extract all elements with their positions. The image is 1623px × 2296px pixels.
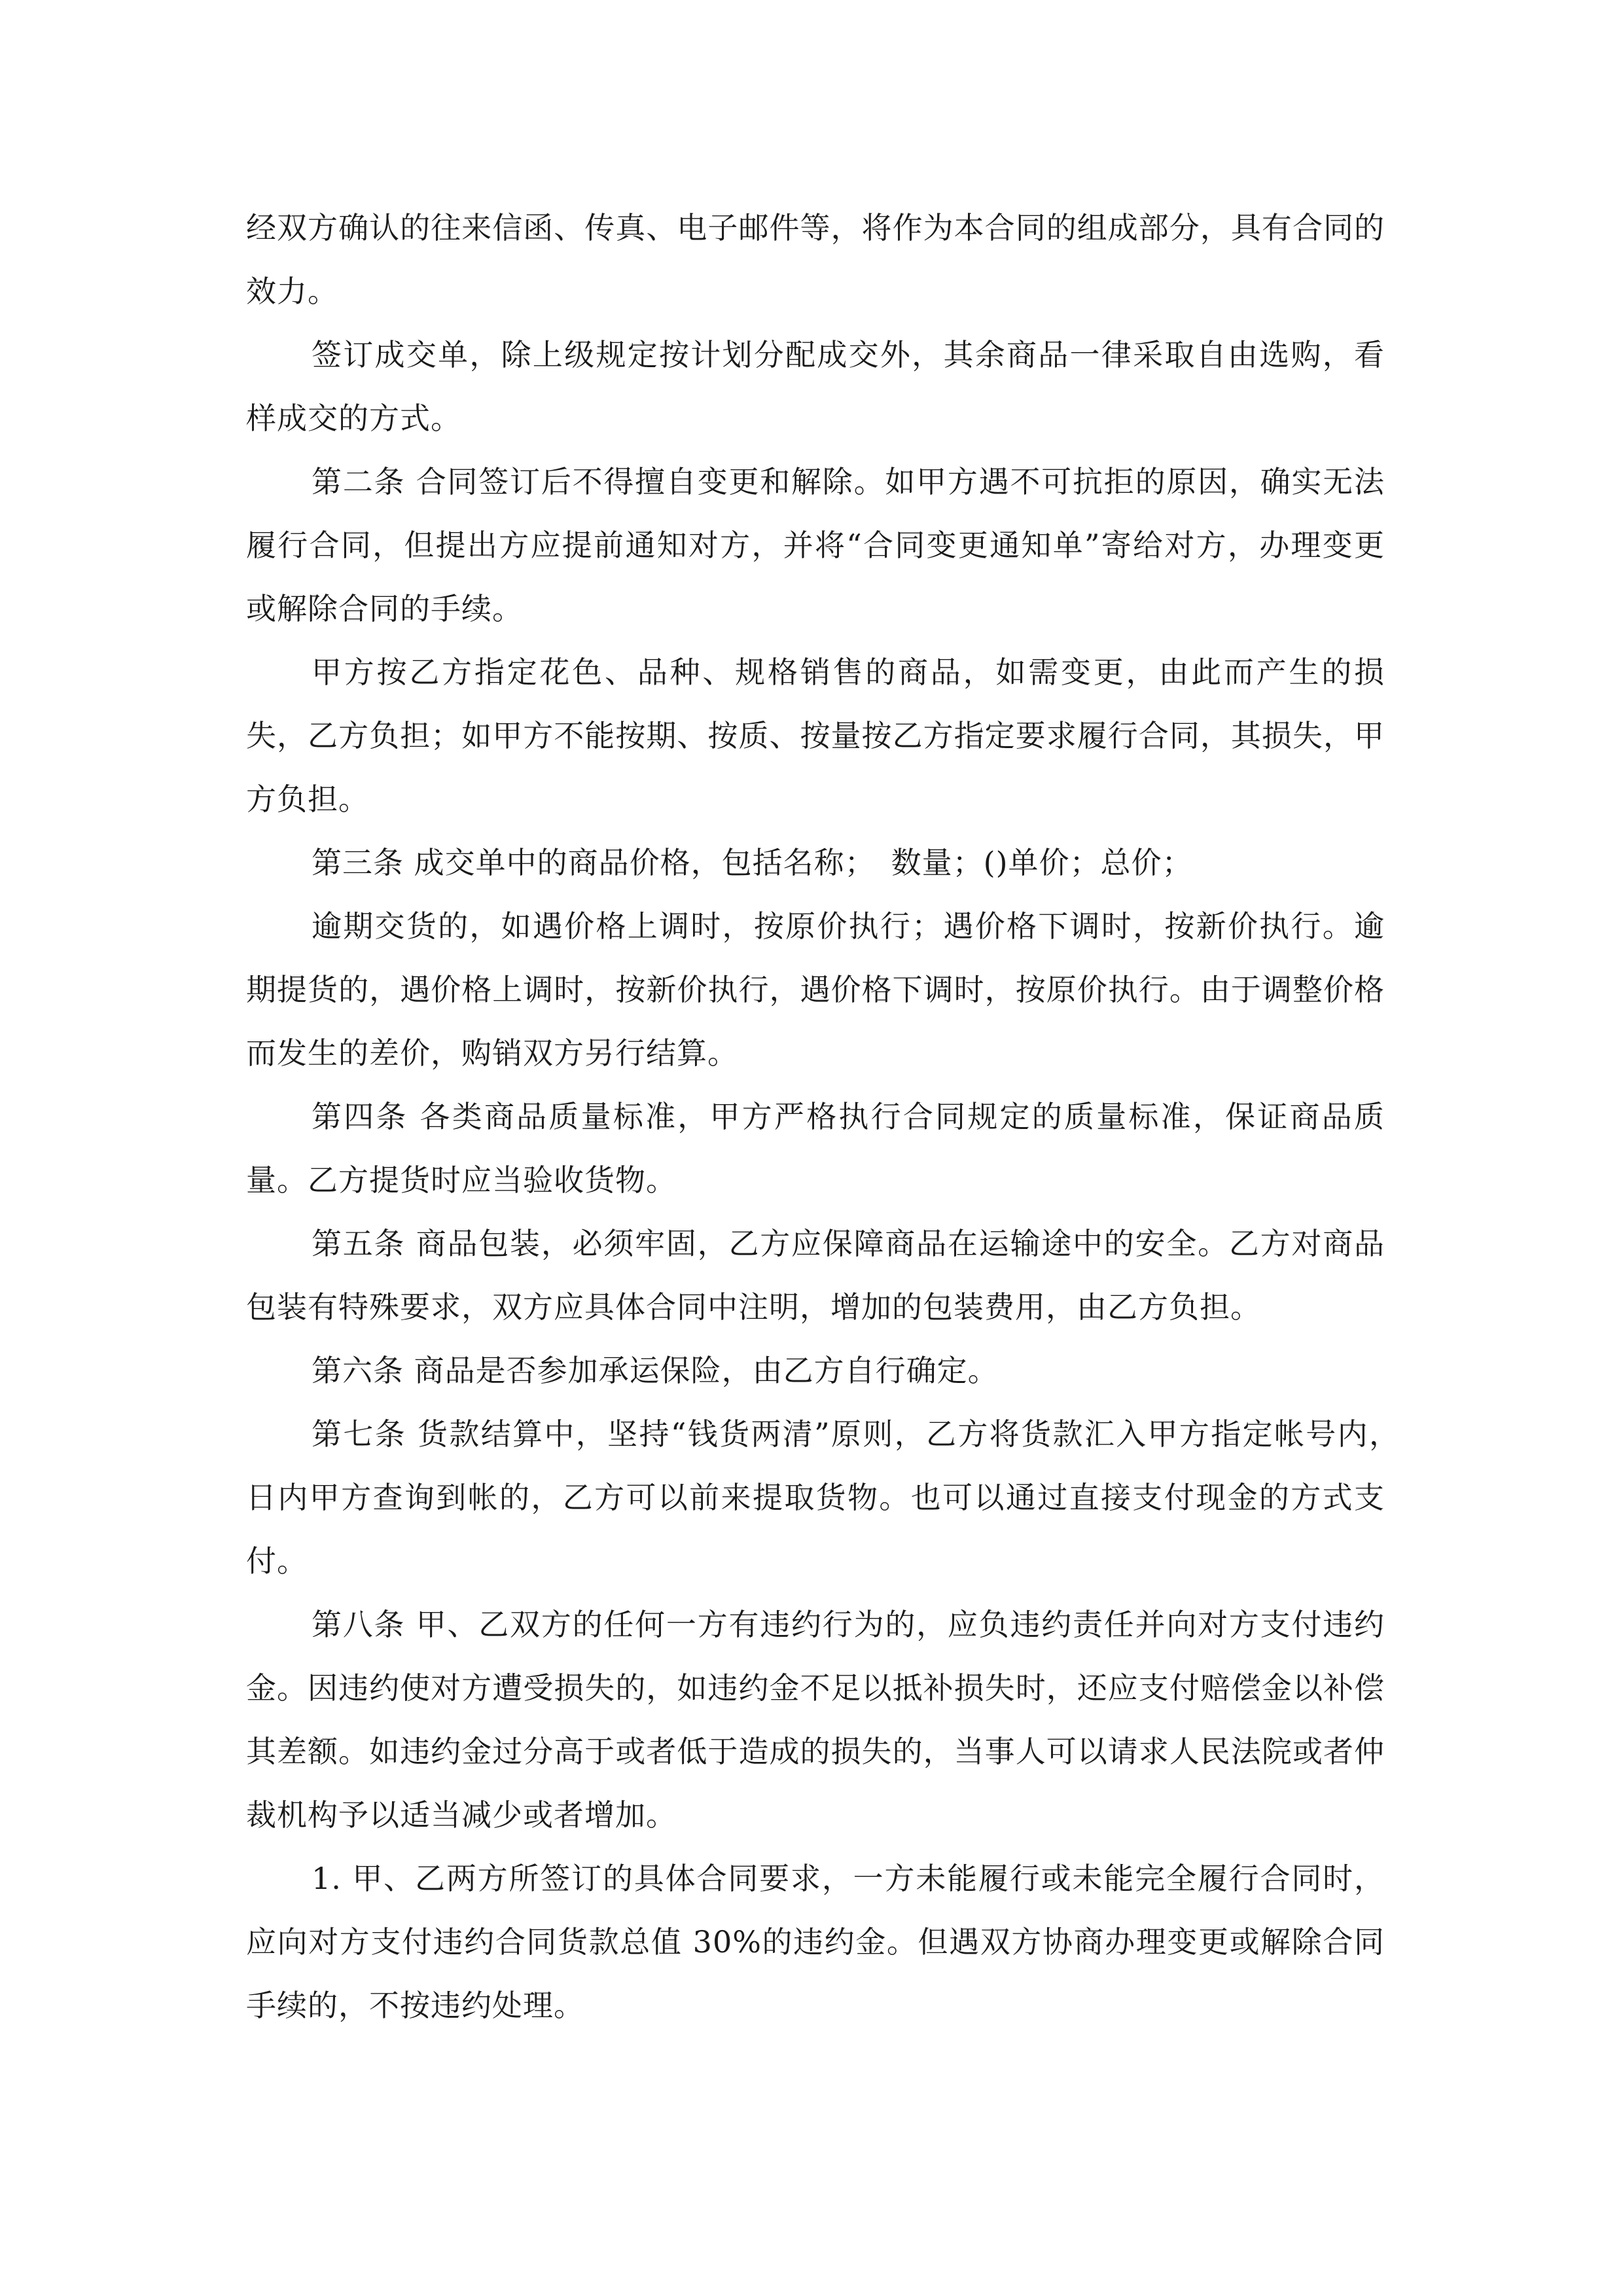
paragraph-article-3-price-adjust: 逾期交货的，如遇价格上调时，按原价执行；遇价格下调时，按新价执行。逾期提货的，遇价格上调时，按新价执行，遇价格下调时，按原价执行。由于调整价格而发生的差价，购销双方另行结算。: [246, 908, 1385, 1071]
paragraph-article-3: 第三条 成交单中的商品价格，包括名称； 数量；()单价；总价；: [312, 845, 1193, 880]
paragraph-article-7: 第七条 货款结算中，坚持“钱货两清”原则，乙方将货款汇入甲方指定帐号内， 日内甲方查询到帐的，乙方可以前来提取货物。也可以通过直接支付现金的方式支付。: [246, 1416, 1416, 1579]
paragraph-article-2: 第二条 合同签订后不得擅自变更和解除。如甲方遇不可抗拒的原因，确实无法履行合同，但提出方应提前通知对方，并将“合同变更通知单”寄给对方，办理变更或解除合同的手续。: [246, 464, 1385, 626]
paragraph-article-4: 第四条 各类商品质量标准，甲方严格执行合同规定的质量标准，保证商品质量。乙方提货时应当验收货物。: [246, 1099, 1385, 1198]
paragraph-continuation: 经双方确认的往来信函、传真、电子邮件等，将作为本合同的组成部分，具有合同的效力。: [246, 210, 1385, 309]
paragraph-article-6: 第六条 商品是否参加承运保险，由乙方自行确定。: [312, 1353, 999, 1388]
paragraph-article-8-item-1: 1. 甲、乙两方所签订的具体合同要求，一方未能履行或未能完全履行合同时，应向对方支付违约合同货款总值 30%的违约金。但遇双方协商办理变更或解除合同手续的，不按违约处理。: [246, 1861, 1385, 2023]
paragraph-trade-order: 签订成交单，除上级规定按计划分配成交外，其余商品一律采取自由选购，看样成交的方式。: [246, 337, 1385, 436]
document-body: [246, 196, 1416, 2037]
paragraph-article-2-loss: 甲方按乙方指定花色、品种、规格销售的商品，如需变更，由此而产生的损失，乙方负担；如甲方不能按期、按质、按量按乙方指定要求履行合同，其损失，甲方负担。: [246, 655, 1385, 817]
paragraph-article-5: 第五条 商品包装，必须牢固，乙方应保障商品在运输途中的安全。乙方对商品包装有特殊要求，双方应具体合同中注明，增加的包装费用，由乙方负担。: [246, 1226, 1385, 1325]
paragraph-article-8: 第八条 甲、乙双方的任何一方有违约行为的，应负违约责任并向对方支付违约金。因违约使对方遭受损失的，如违约金不足以抵补损失时，还应支付赔偿金以补偿其差额。如违约金过分高于或者低于造成的损失的，当事人可以请求人民法院或者仲裁机构予以适当减少或者增加。: [246, 1607, 1385, 1833]
